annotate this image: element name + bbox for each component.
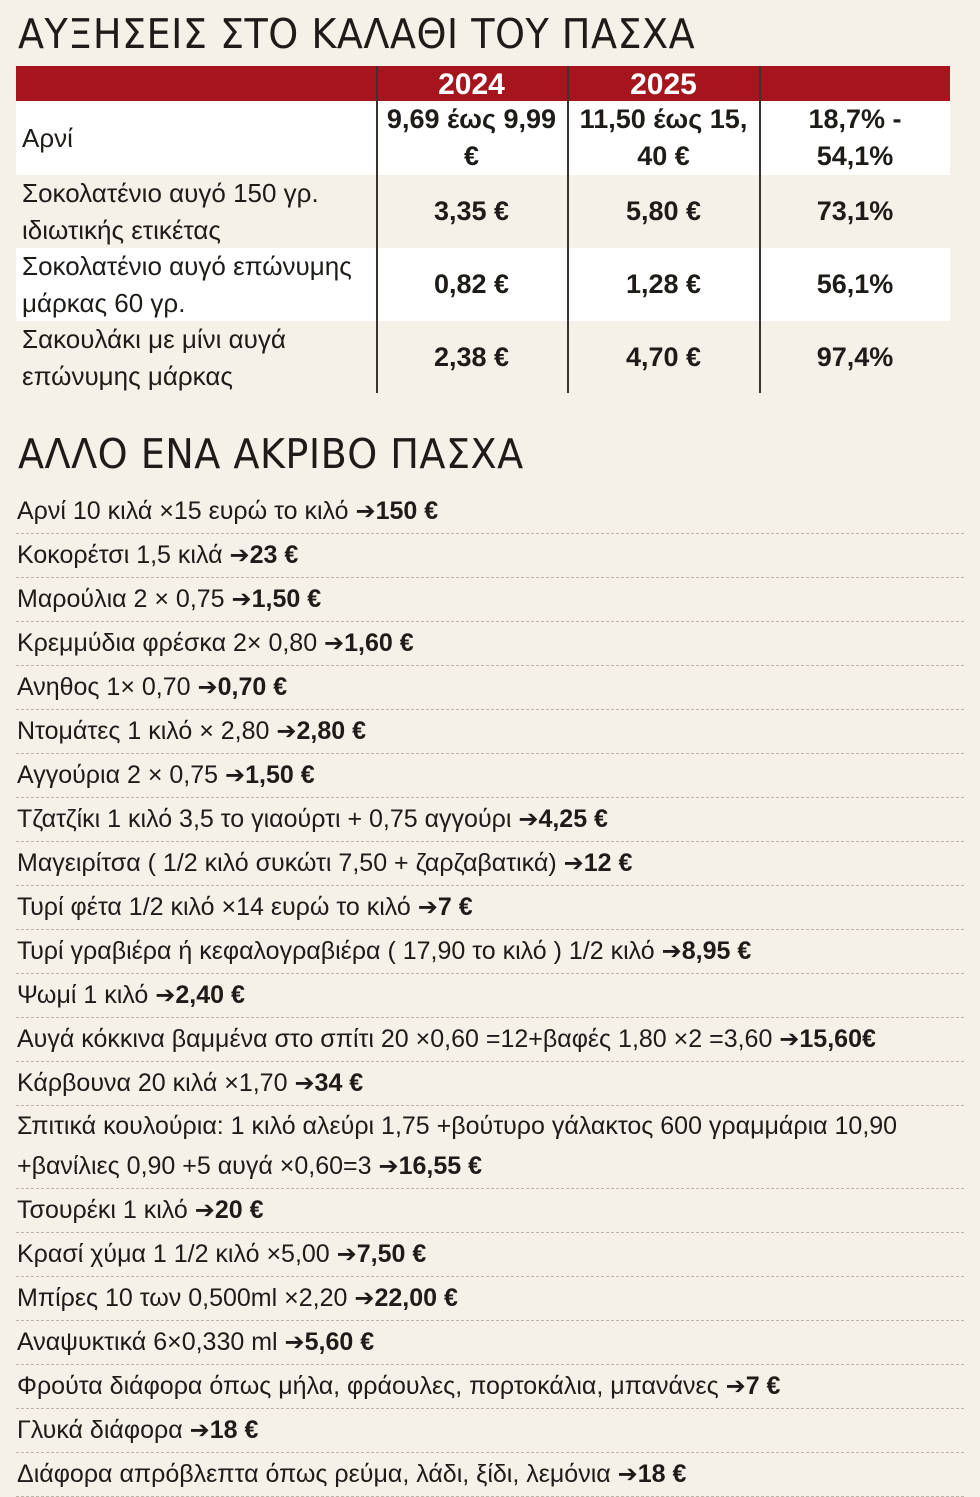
table-row: [16, 321, 950, 394]
list-item-value: 7 €: [745, 1372, 781, 1400]
list-item-value: 4,25 €: [538, 805, 608, 833]
row-change: 56,1%: [816, 269, 894, 299]
list-item: [16, 1018, 964, 1062]
header-year-2024: 2024: [438, 68, 505, 101]
list-item-text: Ανηθος 1× 0,70: [17, 673, 198, 701]
row-change: 18,7% - 54,1%: [808, 104, 902, 171]
list-item: [16, 886, 964, 930]
list-item: [16, 798, 964, 842]
list-item-text: Κρεμμύδια φρέσκα 2× 0,80: [17, 629, 325, 657]
list-item-value: 150 €: [375, 497, 439, 525]
arrow-icon: ➔: [224, 762, 246, 789]
row-2025: 11,50 έως 15, 40 €: [579, 104, 748, 171]
list-item-value: 7 €: [437, 893, 473, 921]
list-item: [16, 1365, 964, 1409]
column-divider: [567, 66, 569, 393]
list-item: [16, 534, 964, 578]
column-divider: [376, 66, 378, 393]
list-item-value: 34 €: [314, 1069, 364, 1097]
arrow-icon: ➔: [563, 850, 584, 877]
arrow-icon: ➔: [197, 674, 218, 701]
row-2025: 1,28 €: [625, 269, 702, 299]
arrow-icon: ➔: [518, 806, 539, 833]
list-item: [16, 1189, 964, 1233]
list-item: [16, 710, 964, 754]
list-item-text: Τυρί φέτα 1/2 κιλό ×14 ευρώ το κιλό: [17, 893, 418, 921]
table-row: [16, 248, 950, 321]
list-item-text: Αναψυκτικά 6×0,330 ml: [17, 1328, 285, 1356]
list-item-text: Τυρί γραβιέρα ή κεφαλογραβιέρα ( 17,90 το κιλό ) 1/2 κιλό: [17, 937, 662, 965]
table-row: [16, 101, 950, 175]
list-item-value: 18 €: [637, 1460, 687, 1488]
arrow-icon: ➔: [354, 1285, 375, 1312]
list-item-value: 15,60€: [799, 1025, 876, 1053]
list-item-text: Αρνί 10 κιλά ×15 ευρώ το κιλό: [17, 497, 356, 525]
arrow-icon: ➔: [417, 894, 438, 921]
arrow-icon: ➔: [355, 498, 376, 525]
row-item: Σοκολατένιο αυγό επώνυμης μάρκας 60 γρ.: [22, 250, 352, 318]
list-item-text: Τσουρέκι 1 κιλό: [17, 1196, 195, 1224]
list-item: [16, 622, 964, 666]
list-item: [16, 754, 964, 798]
list-item-value: 7,50 €: [356, 1240, 427, 1268]
title-expensive-easter: ΑΛΛΟ ΕΝΑ ΑΚΡΙΒΟ ΠΑΣΧΑ: [18, 430, 524, 478]
row-2024: 2,38 €: [433, 342, 510, 372]
list-item-text: Τζατζίκι 1 κιλό 3,5 το γιαούρτι + 0,75 αγγούρι: [17, 805, 519, 833]
list-item: [16, 1409, 964, 1453]
list-item-value: 16,55 €: [398, 1152, 482, 1180]
list-item-value: 2,80 €: [296, 717, 366, 745]
list-item-text: Γλυκά διάφορα: [17, 1416, 190, 1444]
list-item: [16, 1277, 964, 1321]
arrow-icon: ➔: [294, 1070, 315, 1097]
list-item: [16, 1062, 964, 1106]
header-year-2025: 2025: [630, 68, 697, 101]
list-item: [16, 490, 964, 534]
row-item: Σοκολατένιο αυγό 150 γρ. ιδιωτικής ετικέτας: [22, 177, 319, 245]
title-price-increases: ΑΥΞΗΣΕΙΣ ΣΤΟ ΚΑΛΑΘΙ ΤΟΥ ΠΑΣΧΑ: [18, 10, 696, 58]
list-item: [16, 1453, 964, 1497]
arrow-icon: ➔: [229, 542, 250, 569]
list-item: [16, 1321, 964, 1365]
arrow-icon: ➔: [194, 1197, 215, 1224]
list-item-text: Αγγούρια 2 × 0,75: [17, 761, 225, 789]
list-item-text: Κρασί χύμα 1 1/2 κιλό ×5,00: [17, 1240, 337, 1268]
list-item-value: 1,60 €: [344, 629, 414, 657]
list-item-value: 5,60 €: [304, 1328, 375, 1356]
list-item-value: 1,50 €: [251, 585, 322, 613]
list-item-value: 23 €: [249, 541, 299, 569]
list-item-text: Διάφορα απρόβλεπτα όπως ρεύμα, λάδι, ξίδι, λεμόνια: [17, 1460, 618, 1488]
row-2025: 4,70 €: [625, 342, 702, 372]
list-item: [16, 842, 964, 886]
list-item-text: Μαγειρίτσα ( 1/2 κιλό συκώτι 7,50 + ζαρζαβατικά): [17, 849, 564, 877]
list-item: [16, 578, 964, 622]
list-item: [16, 1106, 964, 1189]
list-item-value: 20 €: [214, 1196, 264, 1224]
row-2025: 5,80 €: [625, 196, 702, 226]
row-2024: 0,82 €: [433, 269, 510, 299]
cost-list: [16, 490, 964, 1497]
arrow-icon: ➔: [276, 718, 297, 745]
arrow-icon: ➔: [661, 938, 682, 965]
price-table: [16, 66, 950, 394]
arrow-icon: ➔: [231, 586, 252, 613]
table-row: [16, 175, 950, 248]
arrow-icon: ➔: [189, 1417, 210, 1444]
arrow-icon: ➔: [725, 1373, 746, 1400]
arrow-icon: ➔: [617, 1461, 638, 1488]
list-item-value: 2,40 €: [175, 981, 245, 1009]
arrow-icon: ➔: [324, 630, 345, 657]
list-item-value: 22,00 €: [374, 1284, 458, 1312]
list-item-text: Μπίρες 10 των 0,500ml ×2,20: [17, 1284, 355, 1312]
list-item-text: Κάρβουνα 20 κιλά ×1,70: [17, 1069, 295, 1097]
list-item-value: 0,70 €: [217, 673, 288, 701]
list-item: [16, 930, 964, 974]
row-2024: 9,69 έως 9,99 €: [386, 104, 557, 171]
list-item-text: Μαρούλια 2 × 0,75: [17, 585, 232, 613]
list-item-text: Αυγά κόκκινα βαμμένα στο σπίτι 20 ×0,60 =12+βαφές 1,80 ×2 =3,60: [17, 1025, 780, 1053]
arrow-icon: ➔: [284, 1329, 305, 1356]
arrow-icon: ➔: [378, 1153, 399, 1180]
row-change: 97,4%: [816, 342, 894, 372]
list-item: [16, 974, 964, 1018]
column-divider: [759, 66, 761, 393]
list-item-value: 1,50 €: [245, 761, 315, 789]
list-item-value: 18 €: [209, 1416, 259, 1444]
list-item-text: Σπιτικά κουλούρια: 1 κιλό αλεύρι 1,75 +βούτυρο γάλακτος 600 γραμμάρια 10,90 +βανίλιες 0,90 +5 αυγά ×0,60=3: [17, 1112, 898, 1180]
arrow-icon: ➔: [336, 1241, 357, 1268]
row-change: 73,1%: [816, 196, 894, 226]
table-header: [16, 66, 950, 101]
list-item-text: Φρούτα διάφορα όπως μήλα, φράουλες, πορτοκάλια, μπανάνες: [17, 1372, 726, 1400]
list-item-text: Ντομάτες 1 κιλό × 2,80: [17, 717, 277, 745]
list-item-value: 8,95 €: [681, 937, 752, 965]
arrow-icon: ➔: [779, 1026, 800, 1053]
row-item: Σακουλάκι με μίνι αυγά επώνυμης μάρκας: [22, 323, 286, 391]
list-item: [16, 1233, 964, 1277]
row-2024: 3,35 €: [433, 196, 510, 226]
list-item-text: Κοκορέτσι 1,5 κιλά: [17, 541, 230, 569]
list-item-text: Ψωμί 1 κιλό: [17, 981, 156, 1009]
list-item-value: 12 €: [583, 849, 633, 877]
row-item: Αρνί: [22, 122, 73, 153]
list-item: [16, 666, 964, 710]
arrow-icon: ➔: [155, 982, 176, 1009]
